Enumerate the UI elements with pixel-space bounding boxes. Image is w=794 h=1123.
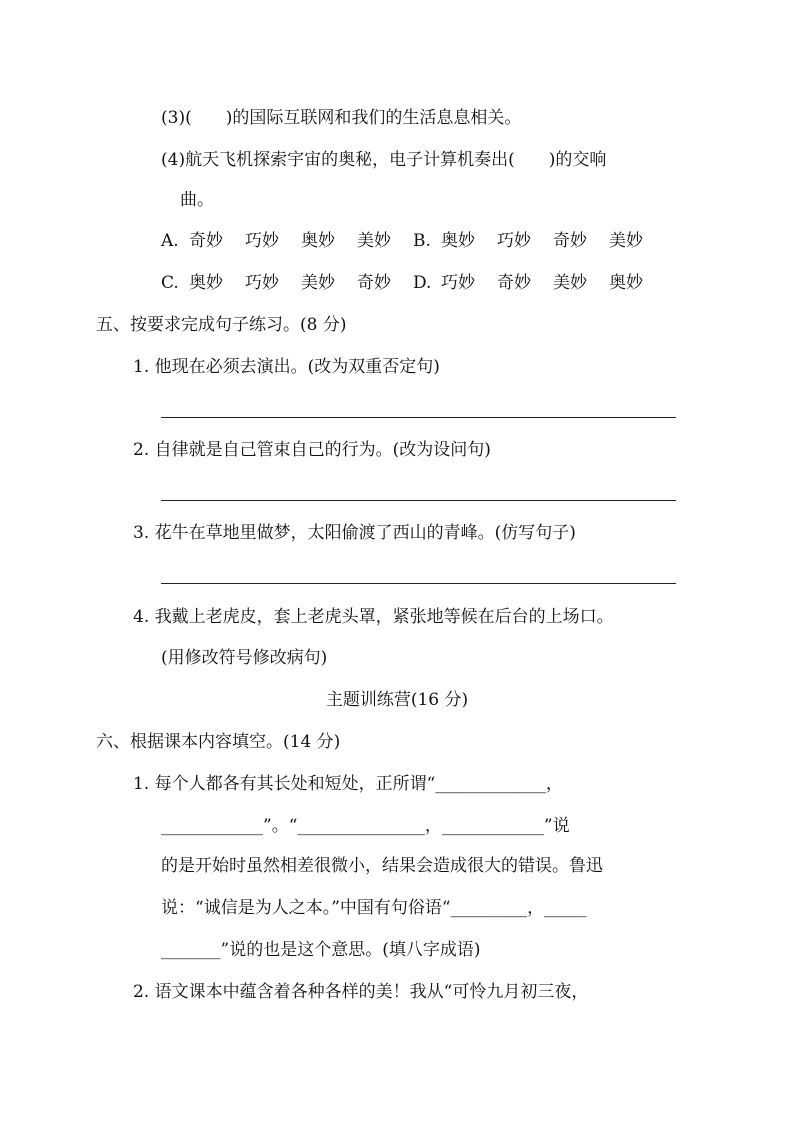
section-5-item-4-instruction: (用修改符号修改病句) [161, 648, 328, 668]
option-letter: A. [161, 231, 179, 251]
option-c [161, 272, 413, 294]
option-word: 奥妙 [189, 273, 223, 293]
option-word: 美妙 [301, 273, 335, 293]
option-b [413, 230, 665, 252]
option-word: 奥妙 [609, 273, 643, 293]
section-6-q2-line1: 2. 语文课本中蕴含着各种各样的美！我从“可怜九月初三夜， [133, 982, 589, 1002]
option-word: 美妙 [609, 231, 643, 251]
option-word: 奇妙 [189, 231, 223, 251]
options-row-1 [161, 230, 665, 252]
option-word: 奥妙 [441, 231, 475, 251]
option-word: 美妙 [553, 273, 587, 293]
answer-line-3[interactable] [161, 583, 676, 584]
option-letter: C. [161, 273, 179, 293]
section-6-heading: 六、根据课本内容填空。(14 分) [96, 732, 341, 752]
option-d [413, 272, 665, 294]
options-row-2 [161, 272, 665, 294]
option-word: 巧妙 [245, 231, 279, 251]
option-a [161, 230, 413, 252]
option-word: 奥妙 [301, 231, 335, 251]
section-5-item-2: 2. 自律就是自己管束自己的行为。(改为设问句) [133, 440, 491, 460]
section-6-q1-line2: ____________”。“_______________，____________”说 [161, 816, 570, 836]
question-4-line1: (4)航天飞机探索宇宙的奥秘，电子计算机奏出( )的交响 [161, 150, 607, 170]
section-5-heading: 五、按要求完成句子练习。(8 分) [96, 315, 347, 335]
question-4-line2: 曲。 [180, 190, 214, 210]
option-word: 巧妙 [245, 273, 279, 293]
section-6-q1-line5: _______”说的也是这个意思。(填八字成语) [161, 940, 481, 960]
theme-title: 主题训练营(16 分) [325, 690, 469, 710]
option-letter: D. [413, 273, 432, 293]
section-5-item-4: 4. 我戴上老虎皮，套上老虎头罩，紧张地等候在后台的上场口。 [133, 607, 614, 627]
section-5-item-3: 3. 花牛在草地里做梦，太阳偷渡了西山的青峰。(仿写句子) [133, 523, 576, 543]
answer-line-2[interactable] [161, 500, 676, 501]
question-3: (3)( )的国际互联网和我们的生活息息相关。 [161, 108, 522, 128]
option-word: 奇妙 [497, 273, 531, 293]
option-letter: B. [413, 231, 431, 251]
answer-line-1[interactable] [161, 417, 676, 418]
section-5-item-1: 1. 他现在必须去演出。(改为双重否定句) [133, 357, 440, 377]
option-word: 巧妙 [497, 231, 531, 251]
option-word: 奇妙 [553, 231, 587, 251]
section-6-q1-line1: 1. 每个人都各有其长处和短处，正所谓“_____________， [133, 774, 563, 794]
option-word: 美妙 [357, 231, 391, 251]
section-6-q1-line4: 说：“诚信是为人之本。”中国有句俗语“_________，_____ [161, 898, 587, 918]
option-word: 巧妙 [441, 273, 475, 293]
option-word: 奇妙 [357, 273, 391, 293]
section-6-q1-line3: 的是开始时虽然相差很微小，结果会造成很大的错误。鲁迅 [161, 856, 603, 876]
